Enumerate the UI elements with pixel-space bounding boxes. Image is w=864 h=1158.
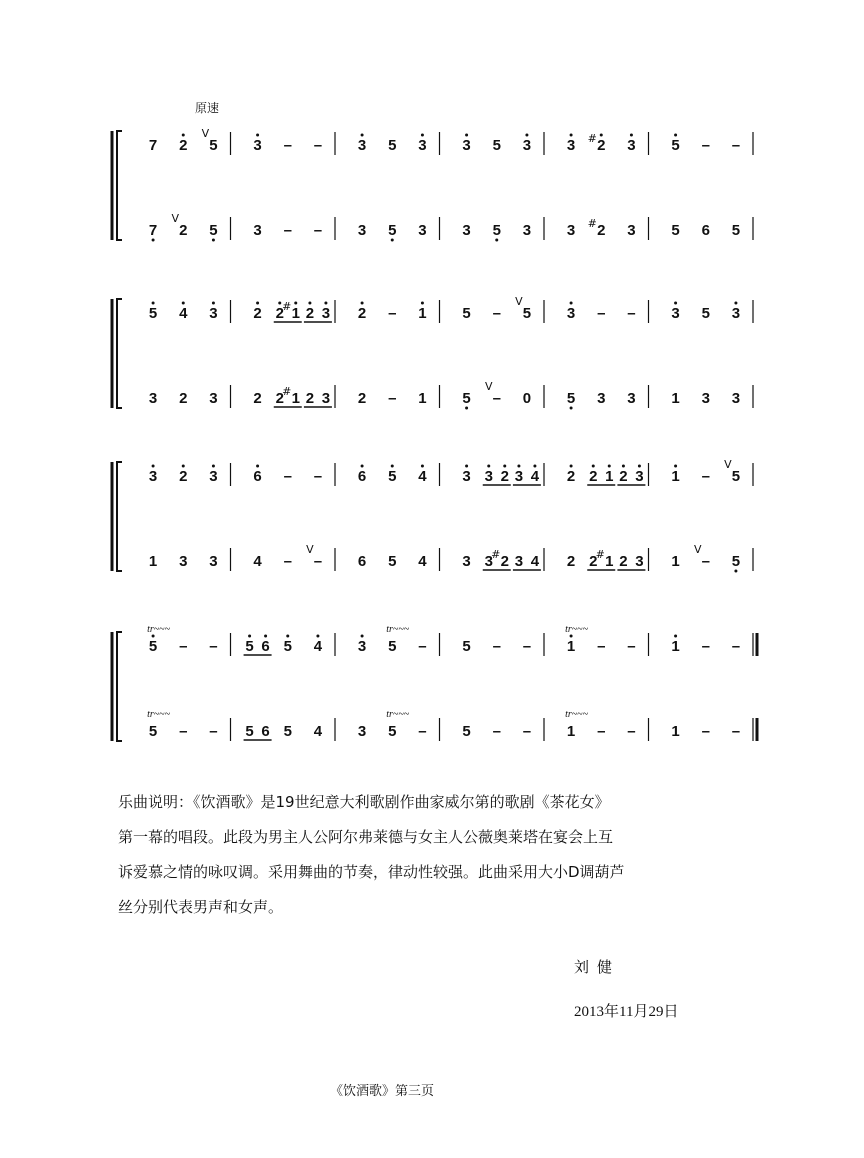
note-digit: 2 [275,390,284,407]
music-notes-description [118,785,758,925]
octave-dot [278,302,281,305]
note-digit: 7 [148,137,158,154]
note-digit: 1 [671,390,680,407]
note-digit: 5 [492,137,501,154]
octave-dot [212,239,215,242]
note-digit: 3 [357,222,367,239]
note-digit: 3 [566,137,576,154]
note-digit: 2 [597,137,606,154]
sharp-sign: # [282,385,292,398]
description-line-3: 诉爱慕之情的咏叹调。采用舞曲的节奏，律动性较强。此曲采用大小D调葫芦 [118,863,625,881]
note-digit: 2 [597,222,606,239]
note-digit: 3 [522,137,532,154]
note-digit: 3 [209,305,218,322]
octave-dot [600,134,603,137]
note-digit: 1 [418,390,427,407]
trill-mark: tr~~~ [565,709,588,720]
breath-mark: V [201,127,210,140]
octave-dot [316,635,319,638]
note-digit: 5 [462,390,471,407]
note-digit: 5 [148,638,158,655]
score-system [112,624,757,741]
note-digit: 3 [671,305,680,322]
octave-dot [286,635,289,638]
note-digit: 1 [671,723,680,740]
octave-dot [421,134,424,137]
note-digit: – [731,723,741,740]
system-bracket [117,632,122,741]
note-digit: 5 [701,305,710,322]
octave-dot [503,465,506,468]
note-digit: 4 [418,553,427,570]
octave-dot [361,134,364,137]
note-digit: 2 [357,390,367,407]
octave-dot [465,407,468,410]
note-digit: – [522,638,532,655]
octave-dot [465,465,468,468]
note-digit: 3 [357,638,367,655]
octave-dot [674,134,677,137]
note-digit: 3 [462,468,471,485]
note-digit: 1 [566,638,576,655]
date-text: 2013年11月29日 [574,1004,679,1020]
octave-dot [421,302,424,305]
note-digit: – [492,390,501,407]
octave-dot [256,302,259,305]
note-digit: 2 [357,305,367,322]
note-digit: – [731,137,741,154]
note-digit: – [492,638,501,655]
octave-dot [570,407,573,410]
note-digit: 5 [731,553,741,570]
note-digit: 2 [619,553,628,570]
note-digit: 2 [305,305,315,322]
note-digit: – [492,723,501,740]
note-digit: 3 [418,222,427,239]
note-digit: – [597,638,606,655]
note-digit: 3 [357,723,367,740]
octave-dot [248,635,251,638]
note-digit: 5 [671,137,680,154]
note-digit: 3 [635,468,644,485]
note-digit: 6 [701,222,710,239]
note-digit: 3 [462,222,471,239]
note-digit: 6 [261,723,270,740]
octave-dot [570,134,573,137]
note-digit: 3 [148,390,158,407]
note-digit: 2 [253,305,262,322]
octave-dot [308,302,311,305]
note-digit: – [283,468,292,485]
note-digit: 3 [627,390,636,407]
octave-dot [294,302,297,305]
note-digit: 4 [530,553,540,570]
note-digit: 6 [357,468,367,485]
note-digit: 3 [635,553,644,570]
note-digit: 1 [671,553,680,570]
note-digit: 3 [357,137,367,154]
octave-dot [495,239,498,242]
note-digit: 2 [619,468,628,485]
octave-dot [182,302,185,305]
note-digit: 1 [291,305,300,322]
octave-dot [622,465,625,468]
note-digit: 6 [357,553,367,570]
note-digit: 7 [148,222,158,239]
note-digit: 1 [291,390,300,407]
note-digit: 6 [261,638,270,655]
note-digit: 5 [388,638,397,655]
note-digit: 2 [589,468,598,485]
octave-dot [734,570,737,573]
note-digit: 3 [731,305,741,322]
note-digit: 2 [179,468,188,485]
trill-mark: tr~~~ [565,624,588,635]
note-digit: 2 [179,137,188,154]
octave-dot [674,465,677,468]
breath-mark: V [724,458,732,471]
note-digit: 2 [275,305,284,322]
note-digit: – [701,553,710,570]
octave-dot [487,465,490,468]
octave-dot [608,465,611,468]
tempo-mark: 原速 [195,101,220,115]
system-bracket [117,462,122,571]
note-digit: 5 [209,222,218,239]
note-digit: – [701,137,710,154]
note-digit: 1 [148,553,158,570]
note-digit: 4 [418,468,427,485]
note-digit: 3 [462,137,471,154]
note-digit: – [701,638,710,655]
octave-dot [212,302,215,305]
note-digit: 2 [566,553,576,570]
note-digit: 3 [209,390,218,407]
note-digit: 5 [462,638,471,655]
octave-dot [361,465,364,468]
octave-dot [630,134,633,137]
note-digit: 3 [514,553,524,570]
note-digit: 5 [283,723,292,740]
breath-mark: V [306,543,314,556]
note-digit: 3 [627,137,636,154]
system-bracket [117,299,122,408]
description-line-1: 乐曲说明：《饮酒歌》是19世纪意大利歌剧作曲家威尔第的歌剧《茶花女》 [118,793,610,811]
note-digit: 3 [566,222,576,239]
note-digit: – [418,638,427,655]
note-digit: – [627,638,636,655]
note-digit: 0 [522,390,532,407]
note-digit: 2 [566,468,576,485]
note-digit: 1 [671,468,680,485]
note-digit: 5 [245,723,254,740]
note-digit: 5 [671,222,680,239]
note-digit: 4 [313,723,323,740]
note-digit: 5 [245,638,254,655]
octave-dot [533,465,536,468]
note-digit: – [283,137,292,154]
sharp-sign: # [587,132,597,145]
note-digit: 2 [500,468,509,485]
octave-dot [517,465,520,468]
octave-dot [391,465,394,468]
note-digit: 6 [253,468,262,485]
description-line-2: 第一幕的唱段。此段为男主人公阿尔弗莱德与女主人公薇奥莱塔在宴会上互 [118,828,614,846]
note-digit: – [179,723,188,740]
note-digit: 5 [209,137,218,154]
breath-mark: V [693,543,702,556]
note-digit: 1 [671,638,680,655]
trill-mark: tr~~~ [386,709,410,720]
note-digit: 5 [492,222,501,239]
note-digit: 5 [462,305,471,322]
note-digit: 3 [179,553,188,570]
note-digit: – [522,723,532,740]
note-digit: 1 [566,723,576,740]
octave-dot [152,239,155,242]
note-digit: 1 [605,468,614,485]
note-digit: 2 [179,390,188,407]
octave-dot [152,302,155,305]
sharp-sign: # [282,300,292,313]
octave-dot [570,465,573,468]
note-digit: 5 [731,468,741,485]
note-digit: – [313,222,323,239]
breath-mark: V [171,212,180,225]
note-digit: 5 [283,638,292,655]
note-digit: 3 [484,553,493,570]
octave-dot [638,465,641,468]
note-digit: 3 [321,390,331,407]
note-digit: – [701,723,710,740]
note-digit: 4 [179,305,188,322]
note-digit: 3 [731,390,741,407]
note-digit: 3 [321,305,331,322]
note-digit: 5 [462,723,471,740]
note-digit: – [209,638,218,655]
score-system [112,127,753,242]
note-digit: 5 [388,222,397,239]
octave-dot [361,635,364,638]
note-digit: – [388,305,397,322]
note-digit: 5 [388,723,397,740]
note-digit: 3 [514,468,524,485]
note-digit: – [627,305,636,322]
octave-dot [674,302,677,305]
note-digit: 3 [566,305,576,322]
note-digit: 2 [253,390,262,407]
note-digit: – [179,638,188,655]
note-digit: – [313,553,323,570]
note-digit: 5 [522,305,532,322]
octave-dot [421,465,424,468]
description-line-4: 丝分别代表男声和女声。 [118,898,284,916]
octave-dot [734,302,737,305]
page-footer: 《饮酒歌》第三页 [330,1084,435,1099]
note-digit: 2 [589,553,598,570]
score-system [112,458,753,573]
note-digit: 3 [148,468,158,485]
octave-dot [674,635,677,638]
octave-dot [324,302,327,305]
octave-dot [465,134,468,137]
sharp-sign: # [595,548,605,561]
octave-dot [256,134,259,137]
octave-dot [212,465,215,468]
note-digit: 2 [500,553,509,570]
breath-mark: V [515,295,523,308]
trill-mark: tr~~~ [147,709,170,720]
octave-dot [264,635,267,638]
note-digit: – [492,305,501,322]
note-digit: 3 [253,222,262,239]
note-digit: 5 [148,723,158,740]
octave-dot [152,465,155,468]
note-digit: – [418,723,427,740]
note-digit: 3 [418,137,427,154]
sharp-sign: # [587,217,597,230]
trill-mark: tr~~~ [147,624,170,635]
note-digit: 3 [484,468,493,485]
sharp-sign: # [491,548,501,561]
note-digit: 4 [530,468,540,485]
note-digit: – [313,468,323,485]
octave-dot [570,302,573,305]
note-digit: – [283,222,292,239]
note-digit: 1 [605,553,614,570]
note-digit: – [283,553,292,570]
note-digit: 3 [462,553,471,570]
note-digit: 3 [253,137,262,154]
octave-dot [361,302,364,305]
note-digit: 2 [179,222,188,239]
note-digit: 5 [566,390,576,407]
octave-dot [391,239,394,242]
system-bracket [117,131,122,240]
note-digit: 3 [627,222,636,239]
note-digit: 1 [418,305,427,322]
note-digit: – [597,723,606,740]
note-digit: 2 [305,390,315,407]
note-digit: – [209,723,218,740]
note-digit: 5 [388,468,397,485]
note-digit: 3 [597,390,606,407]
note-digit: 3 [701,390,710,407]
octave-dot [182,465,185,468]
octave-dot [182,134,185,137]
octave-dot [525,134,528,137]
note-digit: 4 [313,638,323,655]
trill-mark: tr~~~ [386,624,410,635]
note-digit: – [313,137,323,154]
author-signature: 刘健 [574,958,621,976]
octave-dot [592,465,595,468]
note-digit: – [731,638,741,655]
octave-dot [256,465,259,468]
note-digit: 5 [388,553,397,570]
note-digit: 3 [522,222,532,239]
note-digit: 5 [388,137,397,154]
note-digit: 5 [148,305,158,322]
note-digit: 4 [253,553,262,570]
score-system [112,295,753,410]
note-digit: – [388,390,397,407]
note-digit: 3 [209,468,218,485]
note-digit: 5 [731,222,741,239]
note-digit: – [597,305,606,322]
breath-mark: V [484,380,493,393]
note-digit: 3 [209,553,218,570]
note-digit: – [627,723,636,740]
note-digit: – [701,468,710,485]
